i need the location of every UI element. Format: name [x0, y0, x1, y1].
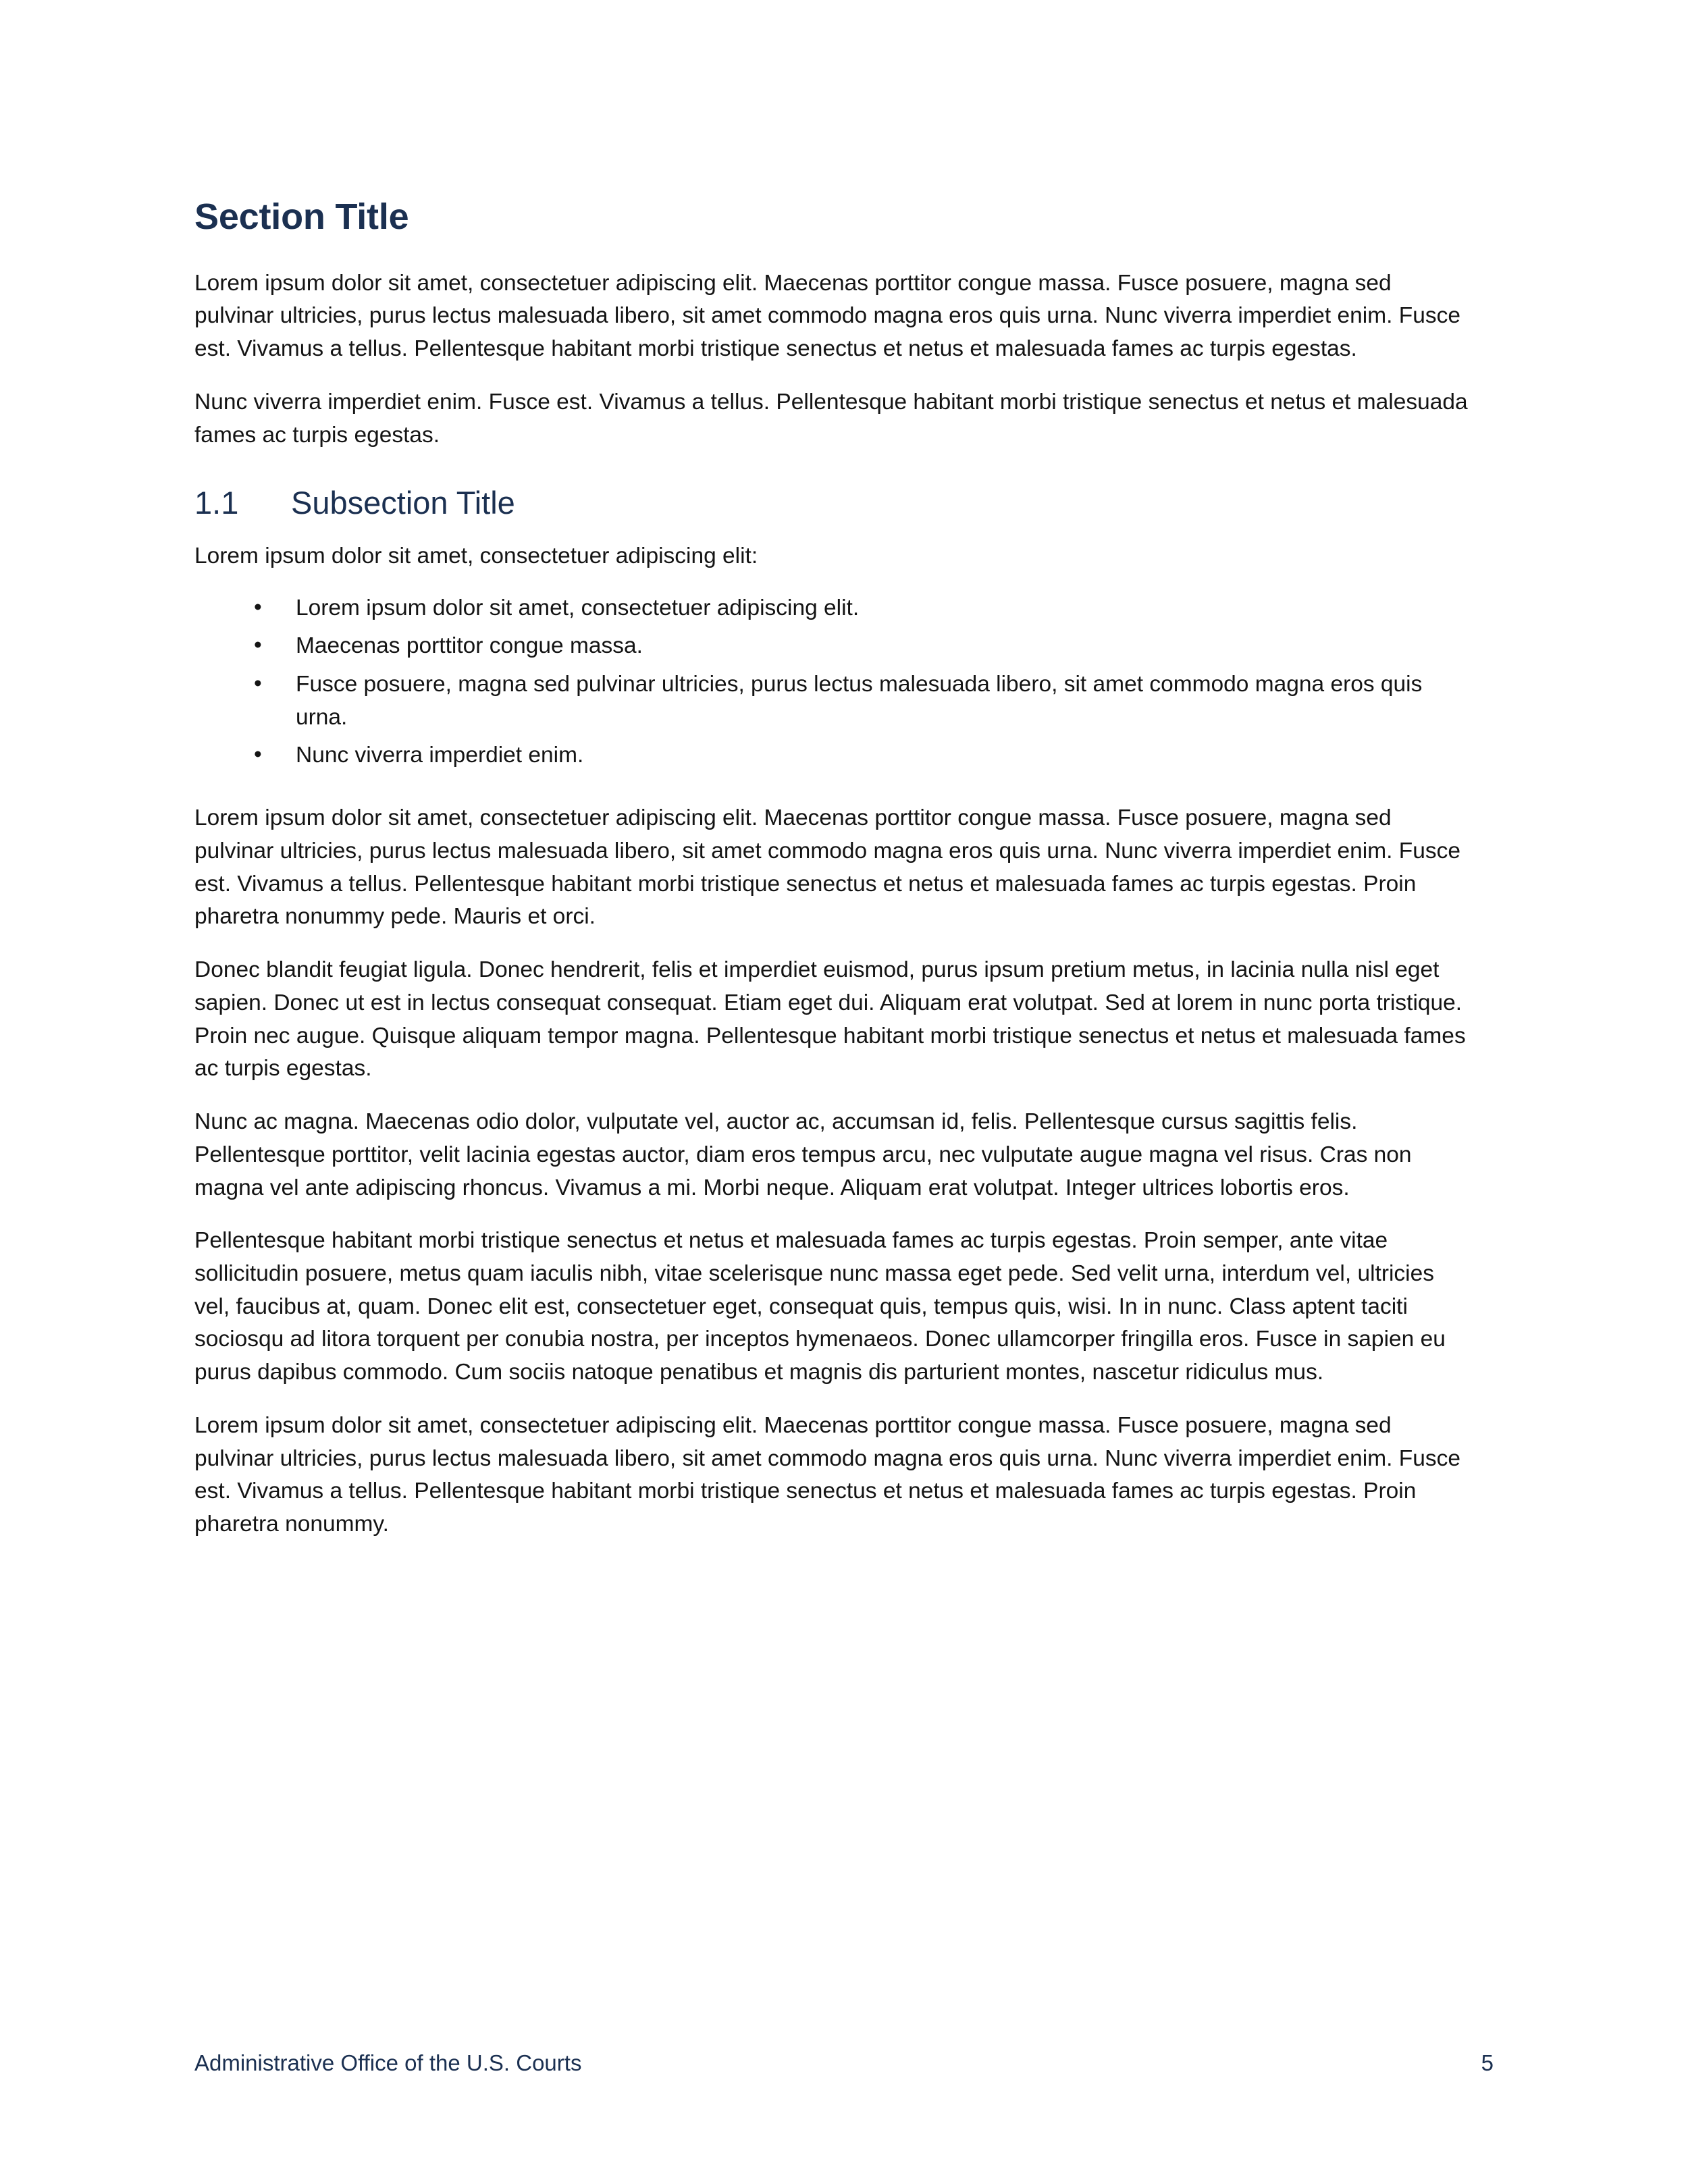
list-item: • Maecenas porttitor congue massa. [194, 630, 1473, 663]
page-content [194, 196, 1473, 1562]
body-paragraph-4: Pellentesque habitant morbi tristique senectus et netus et malesuada fames ac turpis egestas. Proin semper, ante vitae sollicitudin posuere, metus quam iaculis nibh, vitae scelerisque nunc massa eget pede. Sed velit urna, interdum vel, ultricies vel, faucibus at, quam. Donec elit est, consectetuer eget, consequat quis, tempus quis, wisi. In in nunc. Class aptent taciti sociosqu ad litora torquent per conubia nostra, per inceptos hymenaeos. Donec ullamcorper fringilla eros. Fusce in sapien eu purus dapibus commodo. Cum sociis natoque penatibus et magnis dis parturient montes, nascetur ridiculus mus. [194, 1228, 1446, 1385]
bullet-list [194, 592, 1473, 773]
body-paragraph-2: Donec blandit feugiat ligula. Donec hendrerit, felis et imperdiet euismod, purus ipsum pretium metus, in lacinia nulla nisl eget sapien. Donec ut est in lectus consequat consequat. Etiam eget dui. Aliquam erat volutpat. Sed at lorem in nunc porta tristique. Proin nec augue. Quisque aliquam tempor magna. Pellentesque habitant morbi tristique senectus et netus et malesuada fames ac turpis egestas. [194, 957, 1466, 1082]
subsection-lead-in: Lorem ipsum dolor sit amet, consectetuer adipiscing elit: [194, 543, 758, 568]
subsection-heading-label: Subsection Title [291, 485, 515, 521]
list-item: • Fusce posuere, magna sed pulvinar ultricies, purus lectus malesuada libero, sit amet commodo magna eros quis urna. [194, 668, 1473, 734]
footer-page-number: 5 [1481, 2050, 1494, 2075]
list-item: • Lorem ipsum dolor sit amet, consectetuer adipiscing elit. [194, 592, 1473, 625]
intro-paragraph-1: Lorem ipsum dolor sit amet, consectetuer adipiscing elit. Maecenas porttitor congue massa. Fusce posuere, magna sed pulvinar ultricies, purus lectus malesuada libero, sit amet commodo magna eros quis urna. Nunc viverra imperdiet enim. Fusce est. Vivamus a tellus. Pellentesque habitant morbi tristique senectus et netus et malesuada fames ac turpis egestas. [194, 270, 1460, 362]
subsection-heading [194, 484, 1473, 522]
footer-organization: Administrative Office of the U.S. Courts [194, 2050, 582, 2075]
body-paragraph-1: Lorem ipsum dolor sit amet, consectetuer adipiscing elit. Maecenas porttitor congue massa. Fusce posuere, magna sed pulvinar ultricies, purus lectus malesuada libero, sit amet commodo magna eros quis urna. Nunc viverra imperdiet enim. Fusce est. Vivamus a tellus. Pellentesque habitant morbi tristique senectus et netus et malesuada fames ac turpis egestas. Proin pharetra nonummy pede. Mauris et orci. [194, 805, 1460, 930]
intro-paragraph-2: Nunc viverra imperdiet enim. Fusce est. Vivamus a tellus. Pellentesque habitant morbi tristique senectus et netus et malesuada fames ac turpis egestas. [194, 389, 1468, 448]
subsection-number: 1.1 [194, 485, 239, 521]
body-paragraph-3: Nunc ac magna. Maecenas odio dolor, vulputate vel, auctor ac, accumsan id, felis. Pellentesque cursus sagittis felis. Pellentesque porttitor, velit lacinia egestas auctor, diam eros tempus arcu, nec vulputate augue magna vel risus. Cras non magna vel ante adipiscing rhoncus. Vivamus a mi. Morbi neque. Aliquam erat volutpat. Integer ultrices lobortis eros. [194, 1109, 1412, 1200]
body-paragraph-5: Lorem ipsum dolor sit amet, consectetuer adipiscing elit. Maecenas porttitor congue massa. Fusce posuere, magna sed pulvinar ultricies, purus lectus malesuada libero, sit amet commodo magna eros quis urna. Nunc viverra imperdiet enim. Fusce est. Vivamus a tellus. Pellentesque habitant morbi tristique senectus et netus et malesuada fames ac turpis egestas. Proin pharetra nonummy. [194, 1412, 1460, 1537]
page-footer [194, 2049, 1494, 2078]
page-title: Section Title [194, 196, 409, 237]
list-item: • Nunc viverra imperdiet enim. [194, 739, 1473, 772]
